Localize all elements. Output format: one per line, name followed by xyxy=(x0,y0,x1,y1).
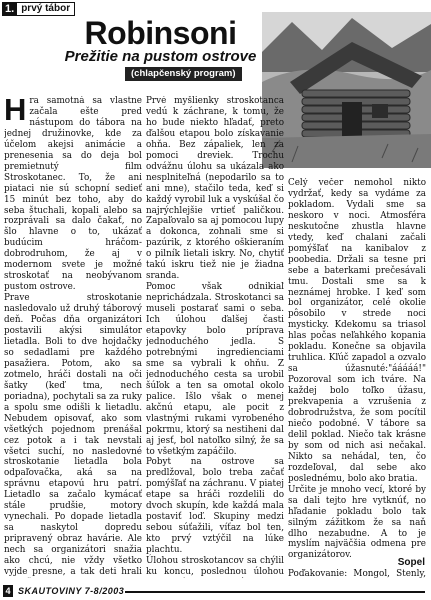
section-number: 1. xyxy=(2,2,17,16)
article-kicker: (chlapčenský program) xyxy=(125,67,242,81)
page-footer xyxy=(0,585,431,600)
article-paragraph: Určite je mnoho vecí, ktoré by sa dali tejto hre vytknúť, no hľadanie pokladu bolo tak silným zážitkom že sa naň dlho nezabudne. A to je myslím najväčšia odmena pre organizátorov. xyxy=(288,484,426,561)
article-paragraph: Pobyt na ostrove sa predlžoval, bolo treba začať pomýšľať na záchranu. V piatej etape sa hráči rozdelili do dvoch skupín, kde každá mala postaviť loď. Skupiny medzi sebou súťažili, víťaz bol ten, kto prvý vztýčil na lúke plachtu. xyxy=(146,457,284,556)
article-paragraph: Úlohou stroskotancov sa chýlil ku koncu, poslednou úlohou xyxy=(146,556,284,577)
section-label: prvý tábor xyxy=(17,2,75,16)
article-paragraph: Prvé myšlienky stroskotanca vedú k záchrane, k tomu, že ho bude niekto hľadať, preto ďalšou etapou bolo získavanie ohňa. Bez zápaliek, len za pomoci dreviek. Trochu odvážnu úlohu sa ukázala ako nesplniteľná (nepodarilo sa to ani mne), stačilo teda, keď si každý vyrobil luk a vyskúšal čo najrýchlejšie vrtieť paličkou. Zapaľovalo sa aj pomocou lupy a dokonca, zohnali sme si pazúrik, z ktorého oškieraním o pilník lietali iskry. No, chytiť takú iskru tiež nie je žiadna sranda. xyxy=(146,96,284,282)
text-column-2 xyxy=(146,96,284,578)
footer-rule xyxy=(125,591,425,593)
acknowledgements: Poďakovanie: Mongol, Stenly, xyxy=(288,569,426,578)
article-paragraph: Pomoc však odnikiaľ neprichádzala. Stroskotanci sa museli postarať sami o seba. Ich úlohou ďalšej časti etapovky bolo príprava jednoduchého jedla. S potrebnými ingredienciami sme sa vybrali k ohňu. Z jednoduchého cesta sa urobil šúľok a ten sa omotal okolo palice. Išlo však o menej akčnú etapu, ale pocit z vlastnými rukami vyrobeného pokrmu, ktorý sa nestiheni dal aj jesť, bol natoľko silný, že sa to všetkým zapáčilo. xyxy=(146,282,284,457)
log-cabin-photo xyxy=(262,12,431,168)
article-paragraph xyxy=(4,96,142,293)
text-column-1 xyxy=(4,96,142,578)
text-column-3 xyxy=(288,178,426,578)
article-title: Robinsoni xyxy=(84,15,237,51)
page-number: 4 xyxy=(3,585,13,597)
paragraph-text: ra samotná sa vlastne začala ešte pred nástupom do tábora na jednej družinovke, kde za účelom akejsi animácie a prenesenia sa do deja bol premietnutý film Stroskotanec. To, že ani piataci nie sú schopní sedieť 15 minút bez toho, aby do seba štuchali, kopali alebo sa rozprávali sa dalo čakať, no šlo hlavne o to, ukázať budúcim hráčom-dobrodruhom, že aj v modernom svete je možné stroskotať na neobývanom pustom ostrove. xyxy=(4,96,142,293)
drop-cap: H xyxy=(4,96,27,127)
article-paragraph: Celý večer nemohol nikto vydržať, kedy sa vydáme za pokladom. Vydali sme sa neskoro v noci. Atmosféra neskutočne zhustla hlavne vtedy, keď chalani začali pomýšľať na kanibalov z poobedia. Držali sa tesne pri sebe a baterkami prečesávali tmu. Dostali sme sa k neznámej hrobke. I keď som bol organizátor, celé okolie pôsobilo v strede noci mysticky. Kdekomu sa triasol hlas počas neľahkého kopania pokladu. Konečne sa objavila truhlica. Kľúč zapadol a ozvalo sa úžasnuté:"ááááá!" Pozoroval som ich tváre. Na každej bolo toľko úžasu, prekvapenia a vzrušenia z dobrodružstva, že som pocítil niečo podobné. V tábore sa delil poklad. Niečo tak krásne by som od nich asi nečakal. Nikto sa nehádal, ten, čo rozdeľoval, dal sebe ako poslednému, bolo ako bratia. xyxy=(288,178,426,484)
article-subtitle: Prežitie na pustom ostrove xyxy=(64,48,257,65)
article-author: Sopel xyxy=(397,557,425,568)
magazine-name: SKAUTOVINY 7-8/2003 xyxy=(18,586,125,596)
article-paragraph: Prave stroskotanie nasledovalo už druhý táborový deň. Počas dňa organizátori postavili akýsi simulátor lietadla. Boli to dve hojdačky so sedadlami pre každého pasažiera. Potom, ako sa zotmelo, hráči dostali na oči šatky (keď tma, nech poriadna), pochytali sa za ruky a spolu sme odišli k lietadlu. Nebudem opisovať, ako som všetkých pojednom prenášal cez potok a i tak nevstali všetci suchí, no nasledovné stroskotanie lietadla bola odpaľovačka, aká sa na správnu etapovú hru patrí. Lietadlo sa začalo kymácať stále prudšie, motory vynechali. Po dopade lietadla sa naskytol dopredu pripravený obraz havárie. Ale nech sa organizátori snažia ako chcú, nie vždy všetko vyjde presne, a tak deti hrali xyxy=(4,293,142,577)
photo-illustration xyxy=(262,12,431,168)
section-tag xyxy=(2,2,75,16)
